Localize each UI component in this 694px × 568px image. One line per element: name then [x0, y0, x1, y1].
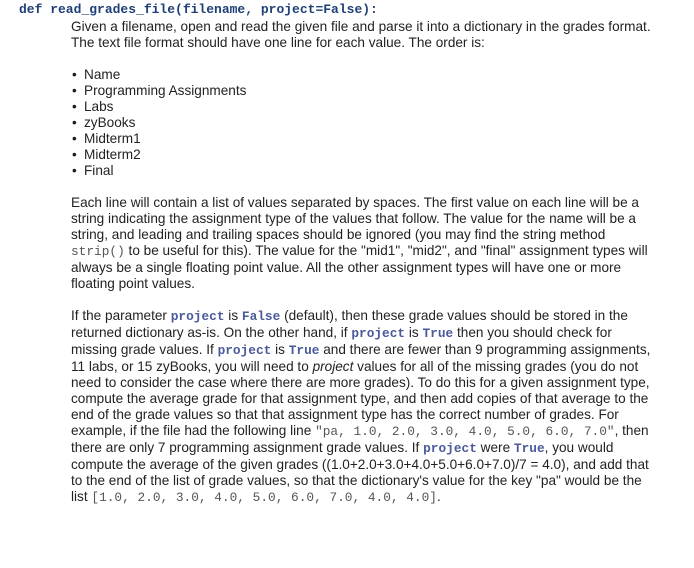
- inline-code: [1.0, 2.0, 3.0, 4.0, 5.0, 6.0, 7.0, 4.0, 4.0]: [91, 490, 437, 505]
- inline-keyword: project: [217, 343, 272, 358]
- text-run: is: [405, 325, 423, 340]
- text-run: is: [224, 308, 242, 323]
- inline-code: strip(): [71, 244, 125, 259]
- inline-keyword: True: [288, 343, 320, 358]
- list-item: • Programming Assignments: [84, 83, 651, 99]
- list-item: • Midterm1: [84, 131, 651, 147]
- text-run: , then there are only 7 programming assignment grade values. If: [71, 423, 649, 455]
- text-run: to be useful for this). The value for the "mid1", "mid2", and "final" assignment types will always be a single floating point value. All the other assignment types will have one or more floating point values.: [71, 243, 648, 291]
- function-signature: def read_grades_file(filename, project=False):: [19, 2, 378, 17]
- file-order-list: [71, 67, 651, 179]
- text-run: , you would compute the average of the given grades ((1.0+2.0+3.0+4.0+5.0+6.0+7.0)/7 = 4.0), and add that to the end of the list of grade values, so that the dictionary's value for the key "pa" would be the list: [71, 440, 649, 504]
- inline-keyword: project: [351, 326, 406, 341]
- text-run: If the parameter: [71, 308, 171, 323]
- text-run: were: [476, 440, 514, 455]
- inline-keyword: project: [170, 309, 225, 324]
- function-description: [71, 19, 651, 522]
- list-item: • zyBooks: [84, 115, 651, 131]
- line-format-paragraph: [71, 195, 651, 292]
- text-run: (default), then these grade values should be stored in the returned dictionary as-is. On the other hand, if: [71, 308, 628, 340]
- list-item: • Final: [84, 163, 651, 179]
- project-paragraph: [71, 308, 651, 506]
- inline-keyword: False: [241, 309, 281, 324]
- text-run: and there are fewer than 9 programming assignments, 11 labs, or 15 zyBooks, you will need to: [71, 342, 651, 374]
- text-run: Each line will contain a list of values separated by spaces. The first value on each line will be a string indicating the assignment type of the values that follow. The value for the name will be a string, and leading and trailing spaces should be ignored (you may find the string method: [71, 195, 639, 242]
- list-item: • Name: [84, 67, 651, 83]
- intro-paragraph: Given a filename, open and read the given file and parse it into a dictionary in the grades format. The text file format should have one line for each value. The order is:: [71, 19, 651, 50]
- list-item: • Midterm2: [84, 147, 651, 163]
- text-run: then you should check for missing grade values. If: [71, 325, 612, 357]
- text-run: values for all of the missing grades (you do not need to consider the case where there are more grades). To do this for a given assignment type, compute the average grade for that assignment type, and then add copies of that average to the end of the grade values so that that assignment type has the correct number of grades. For example, if the file had the following line: [71, 359, 650, 438]
- text-run: .: [436, 489, 441, 504]
- list-item: • Labs: [84, 99, 651, 115]
- inline-keyword: project: [423, 441, 477, 456]
- inline-keyword: True: [513, 441, 545, 456]
- text-run: is: [271, 342, 289, 357]
- emphasis: project: [312, 359, 354, 374]
- inline-code: "pa, 1.0, 2.0, 3.0, 4.0, 5.0, 6.0, 7.0": [315, 424, 615, 439]
- inline-keyword: True: [422, 326, 454, 341]
